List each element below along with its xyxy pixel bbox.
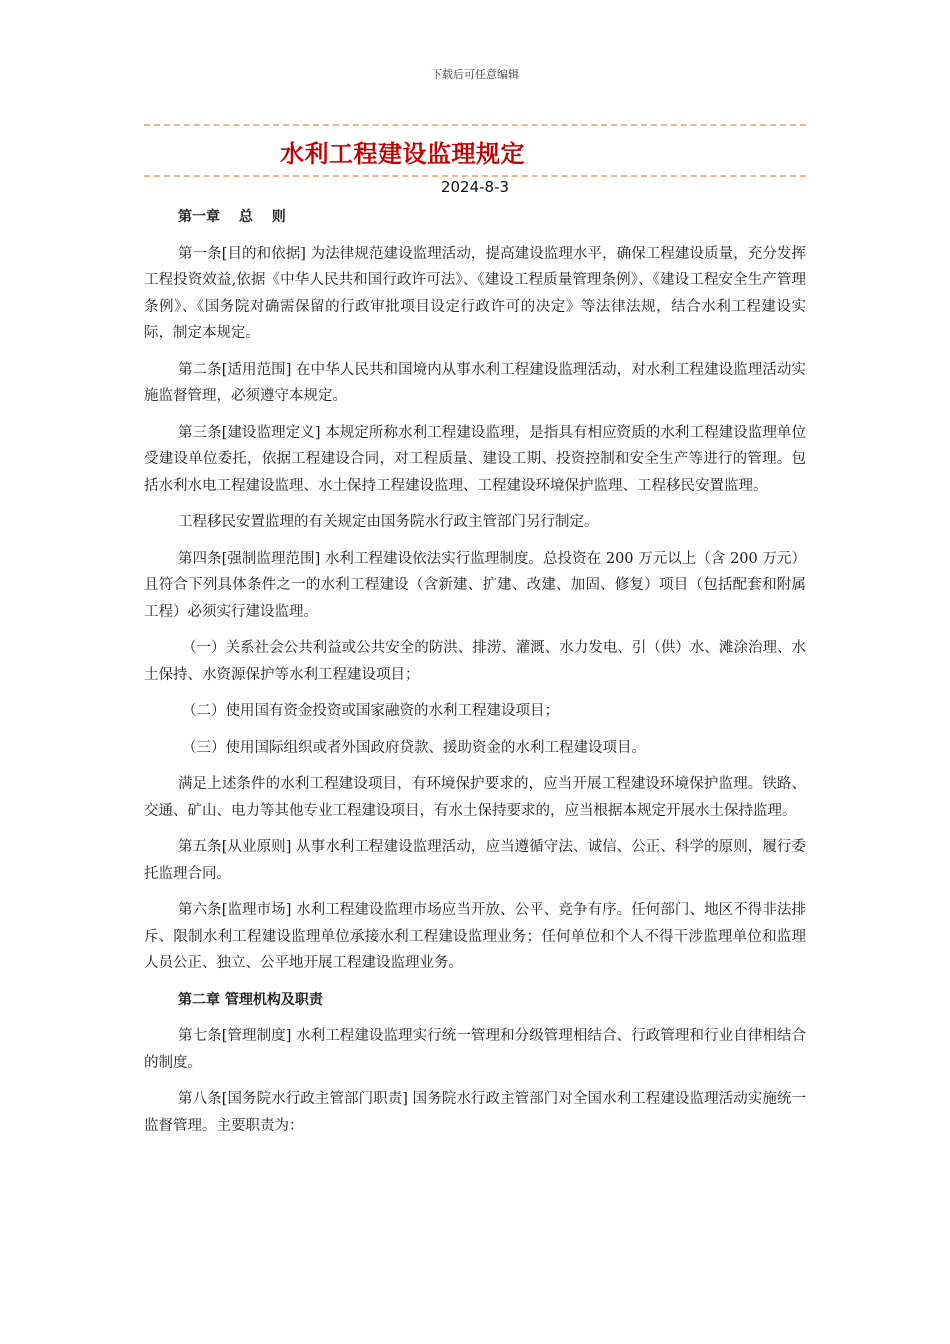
chapter-heading: 第二章 管理机构及职责 <box>178 991 323 1008</box>
title-divider-top <box>144 124 806 126</box>
title-divider-bottom <box>144 175 806 177</box>
article-paragraph: 第二条[适用范围] 在中华人民共和国境内从事水利工程建设监理活动，对水利工程建设监理活动实施监督管理，必须遵守本规定。 <box>144 361 806 404</box>
document-date: 2024-8-3 <box>440 178 510 196</box>
chapter-heading: 第一章 总 则 <box>178 209 286 225</box>
document-body <box>144 204 806 1149</box>
article-paragraph: 第五条[从业原则] 从事水利工程建设监理活动，应当遵循守法、诚信、公正、科学的原则，履行委托监理合同。 <box>144 839 806 882</box>
article-paragraph: 第六条[监理市场] 水利工程建设监理市场应当开放、公平、竞争有序。任何部门、地区不得非法排斥、限制水利工程建设监理单位承接水利工程建设监理业务；任何单位和个人不得干涉监理单位和监理人员公正、独立、公平地开展工程建设监理业务。 <box>144 902 806 971</box>
article-paragraph: 第四条[强制监理范围] 水利工程建设依法实行监理制度。总投资在 200 万元以上（含 200 万元）且符合下列具体条件之一的水利工程建设（含新建、扩建、改建、加固、修复）项目（包括配套和附属工程）必须实行建设监理。 <box>144 550 806 620</box>
article-paragraph: 第七条[管理制度] 水利工程建设监理实行统一管理和分级管理相结合、行政管理和行业自律相结合的制度。 <box>144 1028 806 1071</box>
article-paragraph: 第三条[建设监理定义] 本规定所称水利工程建设监理，是指具有相应资质的水利工程建设监理单位受建设单位委托，依据工程建设合同，对工程质量、建设工期、投资控制和安全生产等进行的管理。包括水利水电工程建设监理、水土保持工程建设监理、工程建设环境保护监理、工程移民安置监理。 <box>144 424 806 494</box>
article-paragraph: 第八条[国务院水行政主管部门职责] 国务院水行政主管部门对全国水利工程建设监理活动实施统一监督管理。主要职责为： <box>144 1091 806 1134</box>
article-paragraph: 满足上述条件的水利工程建设项目，有环境保护要求的，应当开展工程建设环境保护监理。铁路、交通、矿山、电力等其他专业工程建设项目，有水土保持要求的，应当根据本规定开展水土保持监理。 <box>144 776 806 819</box>
list-item: （二）使用国有资金投资或国家融资的水利工程建设项目； <box>182 703 559 719</box>
article-paragraph: 工程移民安置监理的有关规定由国务院水行政主管部门另行制定。 <box>178 514 599 530</box>
document-title: 水利工程建设监理规定 <box>280 140 525 168</box>
list-item: （一）关系社会公共利益或公共安全的防洪、排涝、灌溉、水力发电、引（供）水、滩涂治理、水土保持、水资源保护等水利工程建设项目； <box>144 640 806 683</box>
header-note: 下载后可任意编辑 <box>431 68 519 81</box>
article-paragraph: 第一条[目的和依据] 为法律规范建设监理活动，提高建设监理水平，确保工程建设质量，充分发挥工程投资效益,依据《中华人民共和国行政许可法》、《建设工程质量管理条例》、《建设工程安全生产管理条例》、《国务院对确需保留的行政审批项目设定行政许可的决定》等法律法规，结合水利工程建设实际，制定本规定。 <box>144 245 806 341</box>
list-item: （三）使用国际组织或者外国政府贷款、援助资金的水利工程建设项目。 <box>182 739 646 756</box>
